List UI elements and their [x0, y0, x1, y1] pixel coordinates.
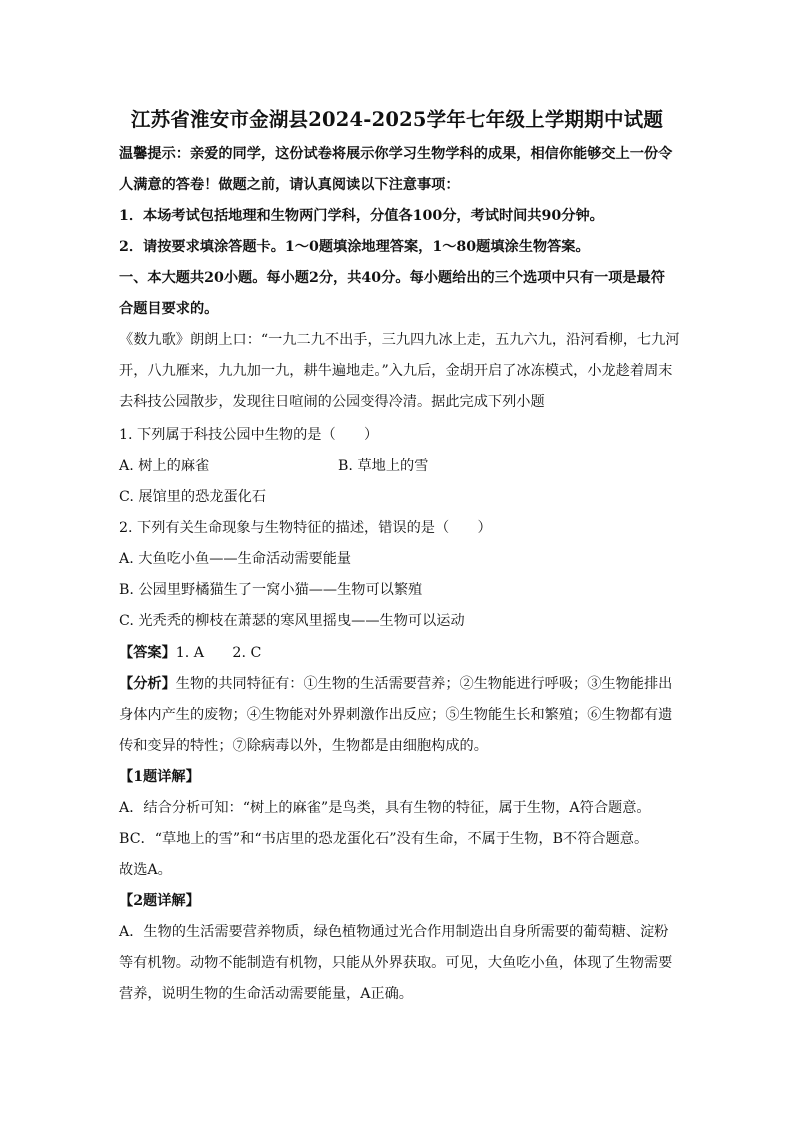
question-1-option-c: C. 展馆里的恐龙蛋化石 [119, 489, 267, 505]
question-2-option-a: A. 大鱼吃小鱼——生命活动需要能量 [119, 551, 352, 567]
question-1-option-a: A. 树上的麻雀 [119, 458, 210, 474]
analysis-label: 【分析】 [119, 676, 176, 692]
detail-2-line-1: A．生物的生活需要营养物质，绿色植物通过光合作用制造出自身所需要的葡萄糖、淀粉 [119, 924, 669, 940]
answer-label: 【答案】 [119, 645, 176, 661]
analysis-line-3: 传和变异的特性；⑦除病毒以外，生物都是由细胞构成的。 [119, 738, 488, 754]
question-2-option-c: C. 光秃秃的柳枝在萧瑟的寒风里摇曳——生物可以运动 [119, 613, 465, 629]
analysis-text-1: 生物的共同特征有：①生物的生活需要营养；②生物能进行呼吸；③生物能排出 [175, 676, 673, 692]
passage-line-1: 《数九歌》朗朗上口：“一九二九不出手，三九四九冰上走，五九六九，沿河看柳，七九河 [119, 332, 680, 348]
answer-line [119, 643, 679, 663]
question-2-option-b: B. 公园里野橘猫生了一窝小猫——生物可以繁殖 [119, 582, 423, 598]
passage-line-3: 去科技公园散步，发现往日喧闹的公园变得冷清。据此完成下列小题 [119, 394, 545, 410]
analysis-line-2: 身体内产生的废物；④生物能对外界刺激作出反应；⑤生物能生长和繁殖；⑥生物都有遗 [119, 707, 673, 723]
intro-line-2: 人满意的答卷！做题之前，请认真阅读以下注意事项： [119, 177, 460, 193]
detail-1-line-2: BC．“草地上的雪”和“书店里的恐龙蛋化石”没有生命，不属于生物，B不符合题意。 [119, 831, 649, 847]
intro-line-3: 1．本场考试包括地理和生物两门学科，分值各100分，考试时间共90分钟。 [119, 208, 604, 224]
question-1-stem: 1. 下列属于科技公园中生物的是（ ） [119, 427, 379, 443]
detail-2-line-2: 等有机物。动物不能制造有机物，只能从外界获取。可见，大鱼吃小鱼，体现了生物需要 [119, 955, 673, 971]
detail-1-line-1: A．结合分析可知：“树上的麻雀”是鸟类，具有生物的特征，属于生物，A符合题意。 [119, 800, 651, 816]
question-1-option-b: B. 草地上的雪 [338, 458, 429, 474]
detail-1-label: 【1题详解】 [119, 769, 200, 785]
page-title: 江苏省淮安市金湖县2024-2025学年七年级上学期期中试题 [130, 108, 664, 131]
detail-2-line-3: 营养，说明生物的生命活动需要能量，A正确。 [119, 986, 413, 1002]
intro-line-4: 2．请按要求填涂答题卡。1～0题填涂地理答案，1～80题填涂生物答案。 [119, 239, 590, 255]
intro-line-1: 温馨提示：亲爱的同学，这份试卷将展示你学习生物学科的成果，相信你能够交上一份令 [119, 146, 673, 162]
section-heading-line-2: 合题目要求的。 [119, 301, 219, 317]
question-2-stem: 2. 下列有关生命现象与生物特征的描述，错误的是（ ） [119, 520, 492, 536]
detail-1-line-3: 故选A。 [119, 862, 172, 878]
analysis-line-1 [119, 674, 679, 694]
passage-line-2: 开，八九雁来，九九加一九，耕牛遍地走。”入九后，金胡开启了冰冻模式，小龙趁着周末 [119, 363, 673, 379]
answer-text: 1. A 2. C [175, 645, 262, 661]
detail-2-label: 【2题详解】 [119, 893, 200, 909]
section-heading-line-1: 一、本大题共20小题。每小题2分，共40分。每小题给出的三个选项中只有一项是最符 [119, 270, 665, 286]
